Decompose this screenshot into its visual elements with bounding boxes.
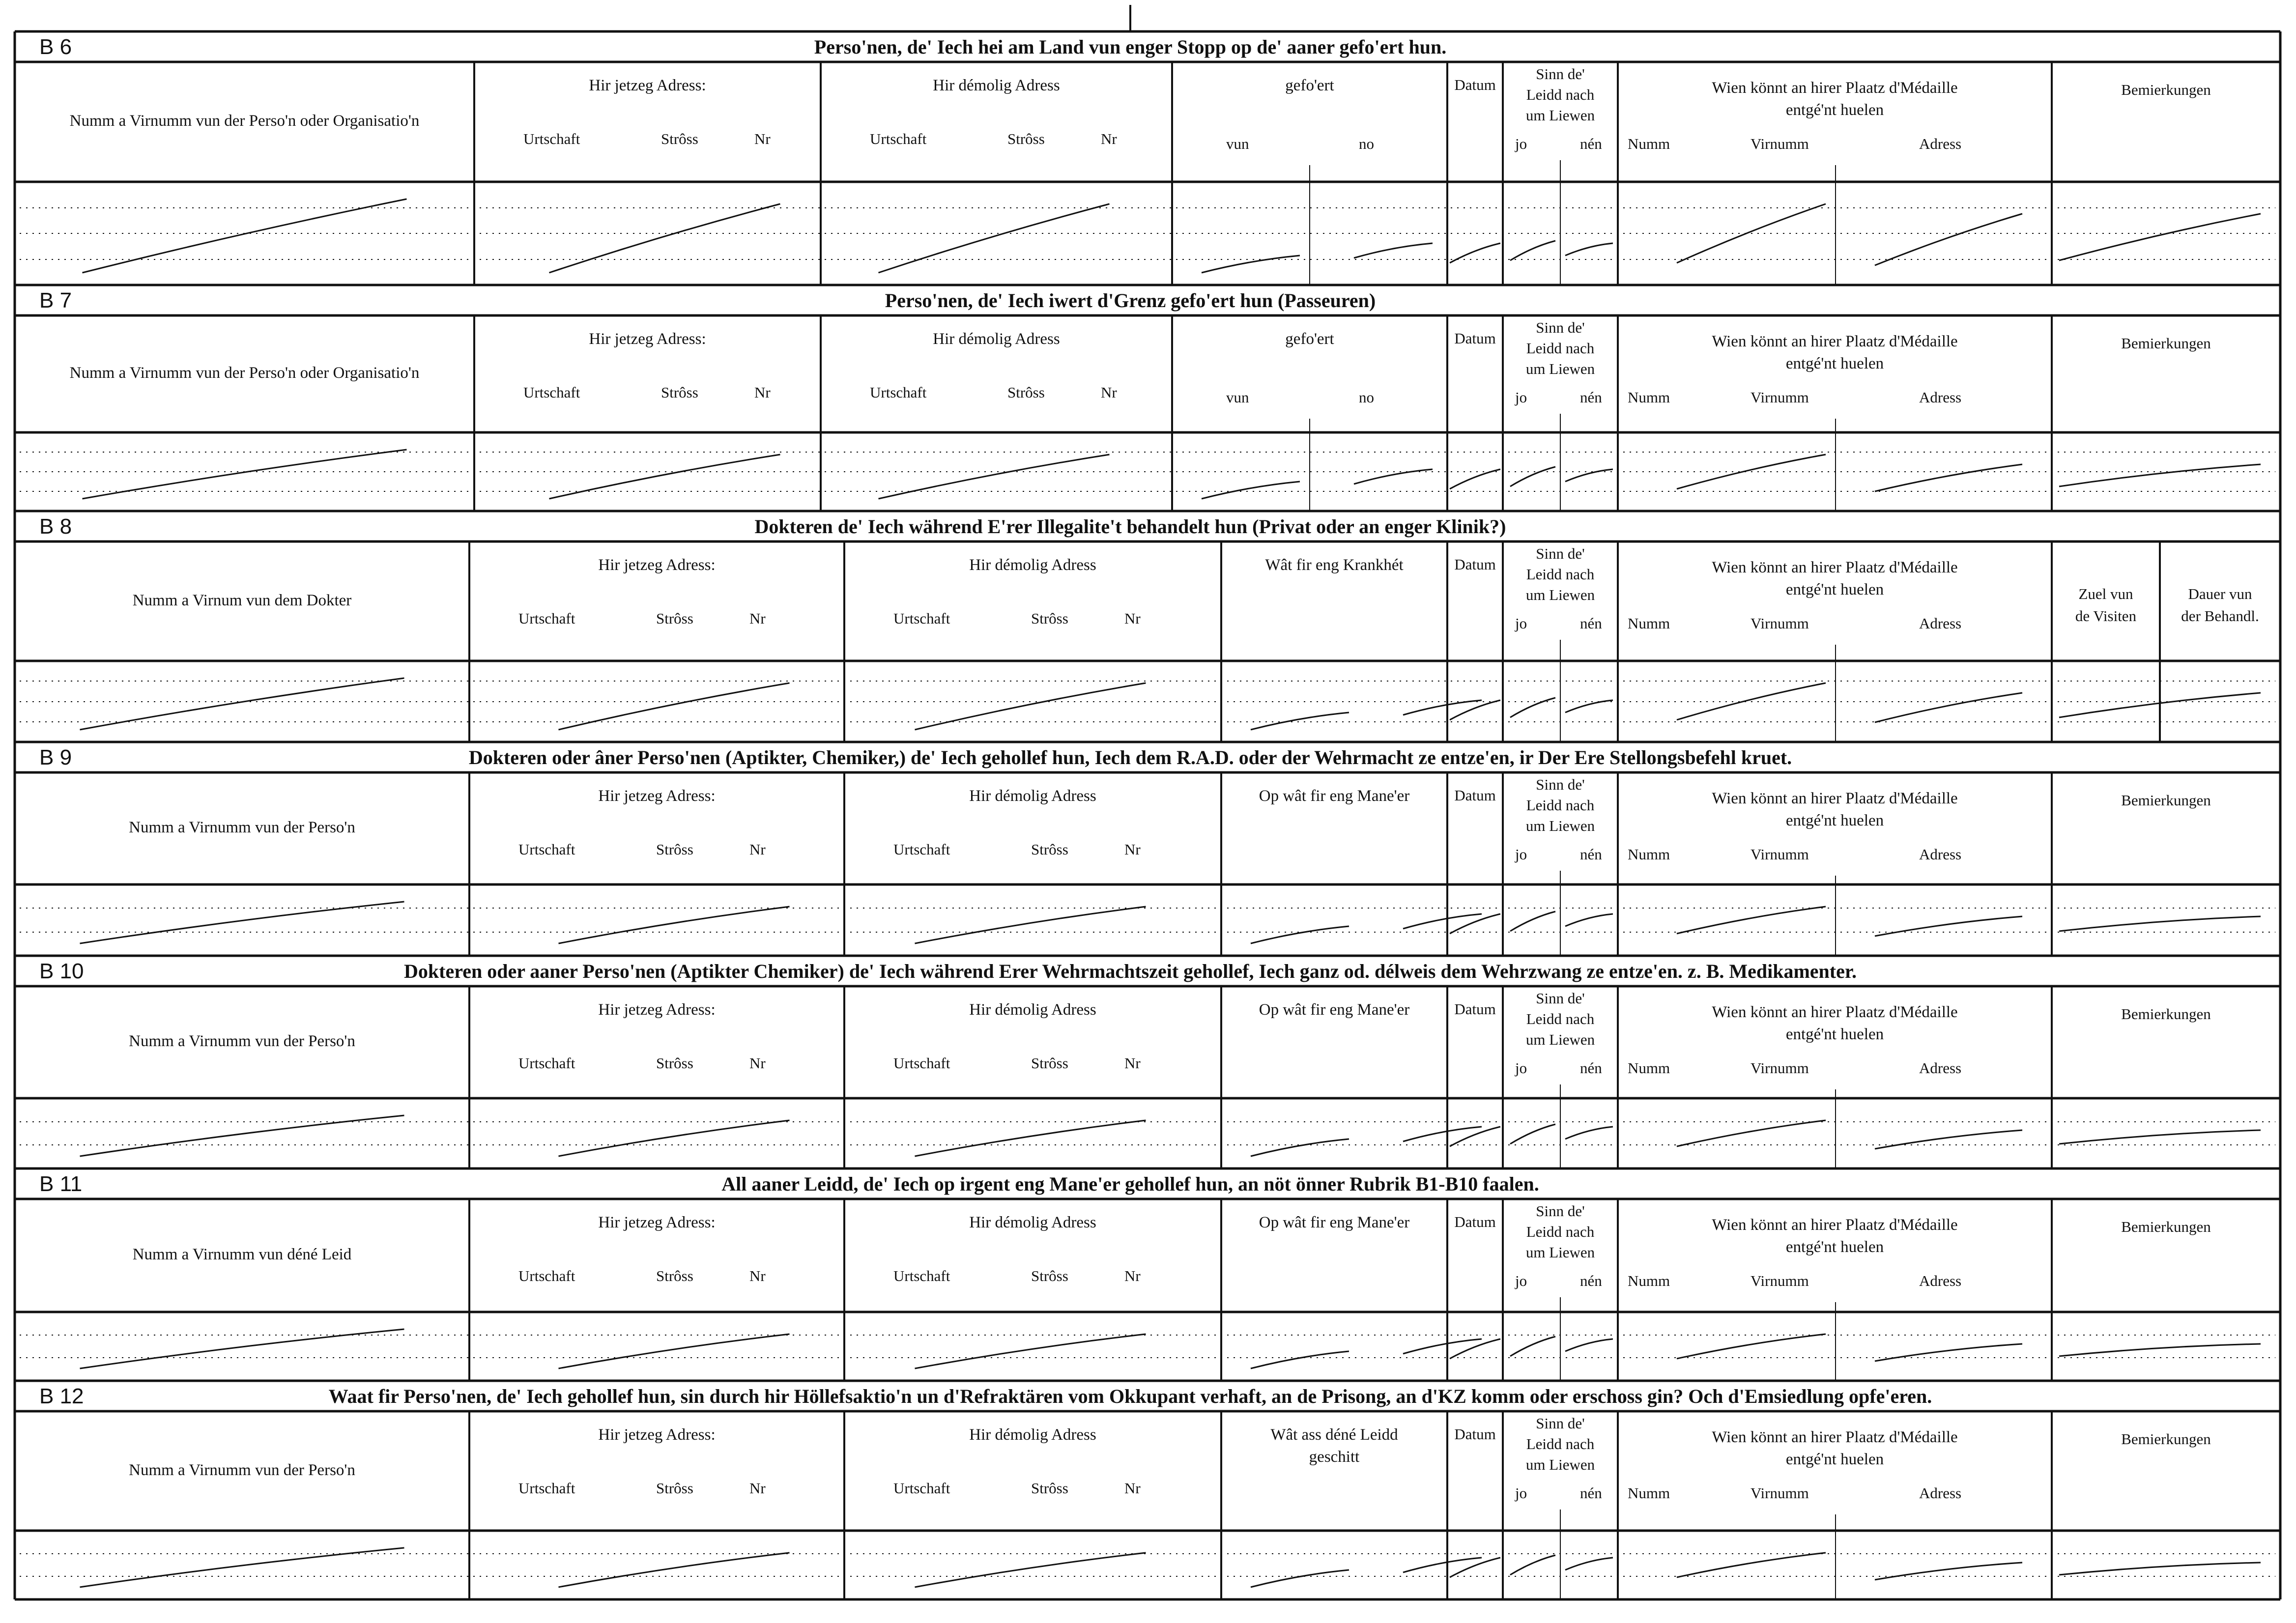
cancel-pen-stroke — [1875, 916, 2022, 936]
alive-header-3: um Liewen — [1525, 1456, 1595, 1473]
name-column-header: Numm a Virnumm vun déné Leid — [132, 1246, 352, 1263]
medal-name-subheader: Numm — [1628, 1059, 1670, 1077]
section-title: Dokteren oder âner Perso'nen (Aptikter, Chemiker,) de' Iech gehollef hun, Iech dem R.A.D. oder der Wehrmacht ze entze'en, ir Der Ere Stellongsbefehl kruet. — [468, 746, 1792, 769]
to-subheader: no — [1359, 389, 1374, 406]
street-subheader: Strôss — [1031, 1054, 1068, 1072]
medal-header-1: Wien könnt an hirer Plaatz d'Médaille — [1712, 1003, 1958, 1021]
cancel-pen-stroke — [559, 1334, 790, 1368]
cancel-pen-stroke — [1510, 1337, 1555, 1356]
medal-header-1: Wien könnt an hirer Plaatz d'Médaille — [1712, 1216, 1958, 1234]
current-address-header: Hir jetzeg Adress: — [589, 330, 706, 348]
medal-firstname-subheader: Virnumm — [1751, 1059, 1809, 1077]
extra-column-header: Op wât fir eng Mane'er — [1259, 1001, 1410, 1019]
cancel-pen-stroke — [879, 455, 1110, 499]
cancel-pen-stroke — [1510, 1555, 1555, 1575]
cancel-pen-stroke — [1354, 243, 1433, 258]
cancel-pen-stroke — [1510, 911, 1555, 931]
medal-header-1: Wien könnt an hirer Plaatz d'Médaille — [1712, 790, 1958, 807]
cancel-pen-stroke — [559, 907, 790, 943]
place-subheader: Urtschaft — [518, 841, 575, 858]
section-code: B 11 — [39, 1172, 83, 1196]
place-subheader: Urtschaft — [523, 384, 580, 401]
medal-header-2: entgé'nt huelen — [1785, 1238, 1884, 1256]
extra-column-header: Op wât fir eng Mane'er — [1259, 1214, 1410, 1231]
extra-column-header-2: geschitt — [1309, 1448, 1360, 1466]
number-subheader: Nr — [1101, 130, 1117, 147]
name-column-header: Numm a Virnumm vun der Perso'n — [129, 1032, 355, 1050]
cancel-pen-stroke — [1875, 1130, 2022, 1149]
section-code: B 7 — [39, 288, 72, 313]
cancel-pen-stroke — [559, 1553, 790, 1587]
alive-header-3: um Liewen — [1525, 817, 1595, 834]
medal-firstname-subheader: Virnumm — [1751, 135, 1809, 152]
remarks-header: Bemierkungen — [2121, 81, 2211, 98]
place-subheader: Urtschaft — [893, 1267, 950, 1284]
cancel-pen-stroke — [1202, 256, 1300, 273]
name-column-header: Numm a Virnumm vun der Perso'n oder Organisatio'n — [69, 364, 420, 382]
cancel-pen-stroke — [1565, 469, 1613, 482]
cancel-pen-stroke — [559, 683, 790, 730]
place-subheader: Urtschaft — [893, 610, 950, 627]
cancel-pen-stroke — [1677, 1120, 1826, 1146]
name-column-header: Numm a Virnumm vun der Perso'n — [129, 819, 355, 836]
alive-no-subheader: nén — [1580, 1484, 1602, 1502]
from-subheader: vun — [1226, 389, 1249, 406]
medal-name-subheader: Numm — [1628, 135, 1670, 152]
alive-no-subheader: nén — [1580, 1272, 1602, 1289]
alive-yes-subheader: jo — [1515, 1059, 1527, 1077]
extra-column-header: gefo'ert — [1285, 330, 1334, 348]
number-subheader: Nr — [749, 610, 766, 627]
cancel-pen-stroke — [1875, 464, 2022, 491]
duration-header-1: Dauer vun — [2188, 585, 2252, 602]
cancel-pen-stroke — [1875, 1563, 2022, 1580]
current-address-header: Hir jetzeg Adress: — [598, 556, 716, 574]
alive-no-subheader: nén — [1580, 846, 1602, 863]
medal-header-2: entgé'nt huelen — [1785, 581, 1884, 598]
cancel-pen-stroke — [1403, 914, 1482, 929]
street-subheader: Strôss — [656, 1480, 693, 1497]
street-subheader: Strôss — [656, 1267, 693, 1284]
cancel-pen-stroke — [915, 1553, 1146, 1587]
medal-address-subheader: Adress — [1919, 389, 1962, 406]
cancel-pen-stroke — [1565, 1339, 1613, 1351]
medal-header-2: entgé'nt huelen — [1785, 1025, 1884, 1043]
street-subheader: Strôss — [656, 610, 693, 627]
medal-firstname-subheader: Virnumm — [1751, 846, 1809, 863]
place-subheader: Urtschaft — [518, 1480, 575, 1497]
medal-address-subheader: Adress — [1919, 1059, 1962, 1077]
current-address-header: Hir jetzeg Adress: — [598, 1001, 716, 1019]
street-subheader: Strôss — [661, 384, 698, 401]
street-subheader: Strôss — [661, 130, 698, 147]
cancel-pen-stroke — [879, 204, 1110, 273]
place-subheader: Urtschaft — [523, 130, 580, 147]
previous-address-header: Hir démolig Adress — [969, 1001, 1096, 1019]
medal-header-2: entgé'nt huelen — [1785, 812, 1884, 829]
current-address-header: Hir jetzeg Adress: — [589, 77, 706, 94]
remarks-header: Bemierkungen — [2121, 792, 2211, 809]
medal-address-subheader: Adress — [1919, 615, 1962, 632]
alive-yes-subheader: jo — [1515, 1272, 1527, 1289]
cancel-pen-stroke — [1202, 482, 1300, 499]
cancel-pen-stroke — [83, 199, 407, 273]
section-title: Dokteren de' Iech während E'rer Illegalite't behandelt hun (Privat oder an enger Klinik?) — [754, 515, 1506, 538]
extra-column-header: Wât ass déné Leidd — [1270, 1426, 1398, 1444]
name-column-header: Numm a Virnum vun dem Dokter — [132, 591, 352, 609]
medal-firstname-subheader: Virnumm — [1751, 1272, 1809, 1289]
cancel-pen-stroke — [1510, 698, 1555, 717]
alive-header-2: Leidd nach — [1526, 340, 1595, 357]
section-title: Dokteren oder aaner Perso'nen (Aptikter Chemiker) de' Iech während Erer Wehrmachtszeit gehollef, Iech ganz od. délweis dem Wehrzwang ze entze'en. z. B. Medikamenter. — [404, 960, 1857, 982]
street-subheader: Strôss — [656, 1054, 693, 1072]
cancel-pen-stroke — [915, 1334, 1146, 1368]
alive-header-1: Sinn de' — [1536, 319, 1585, 336]
cancel-pen-stroke — [559, 1120, 790, 1156]
date-header: Datum — [1454, 556, 1496, 573]
alive-header-2: Leidd nach — [1526, 1435, 1595, 1452]
previous-address-header: Hir démolig Adress — [933, 77, 1060, 94]
place-subheader: Urtschaft — [893, 1480, 950, 1497]
section-code: B 9 — [39, 745, 72, 769]
number-subheader: Nr — [749, 1480, 766, 1497]
cancel-pen-stroke — [2059, 1130, 2261, 1144]
medal-header-2: entgé'nt huelen — [1785, 1451, 1884, 1468]
number-subheader: Nr — [1124, 1480, 1141, 1497]
alive-header-1: Sinn de' — [1536, 545, 1585, 562]
remarks-header: Bemierkungen — [2121, 1218, 2211, 1235]
current-address-header: Hir jetzeg Adress: — [598, 787, 716, 805]
visits-header-2: de Visiten — [2075, 607, 2137, 625]
medal-header-2: entgé'nt huelen — [1785, 355, 1884, 372]
date-header: Datum — [1454, 787, 1496, 804]
name-column-header: Numm a Virnumm vun der Perso'n — [129, 1461, 355, 1479]
alive-header-1: Sinn de' — [1536, 1202, 1585, 1220]
place-subheader: Urtschaft — [870, 384, 927, 401]
place-subheader: Urtschaft — [893, 1054, 950, 1072]
alive-yes-subheader: jo — [1515, 846, 1527, 863]
cancel-pen-stroke — [1251, 1351, 1349, 1368]
duration-header-2: der Behandl. — [2181, 607, 2259, 625]
previous-address-header: Hir démolig Adress — [969, 1426, 1096, 1444]
remarks-header: Bemierkungen — [2121, 335, 2211, 352]
cancel-pen-stroke — [549, 204, 780, 273]
date-header: Datum — [1454, 1425, 1496, 1443]
alive-no-subheader: nén — [1580, 1059, 1602, 1077]
medal-name-subheader: Numm — [1628, 389, 1670, 406]
cancel-pen-stroke — [2059, 214, 2261, 260]
alive-yes-subheader: jo — [1515, 1484, 1527, 1502]
cancel-pen-stroke — [549, 455, 780, 499]
from-subheader: vun — [1226, 135, 1249, 152]
medal-header-2: entgé'nt huelen — [1785, 101, 1884, 119]
street-subheader: Strôss — [1031, 841, 1068, 858]
cancel-pen-stroke — [2059, 1563, 2261, 1575]
cancel-pen-stroke — [1565, 1127, 1613, 1139]
cancel-pen-stroke — [1510, 241, 1555, 260]
medal-name-subheader: Numm — [1628, 846, 1670, 863]
cancel-pen-stroke — [1565, 243, 1613, 256]
number-subheader: Nr — [1124, 1267, 1141, 1284]
cancel-pen-stroke — [1875, 214, 2022, 265]
cancel-pen-stroke — [915, 683, 1146, 730]
alive-header-3: um Liewen — [1525, 107, 1595, 124]
cancel-pen-stroke — [1875, 1344, 2022, 1361]
street-subheader: Strôss — [1031, 1267, 1068, 1284]
street-subheader: Strôss — [1031, 1480, 1068, 1497]
cancel-pen-stroke — [1510, 467, 1555, 486]
extra-column-header: gefo'ert — [1285, 77, 1334, 94]
cancel-pen-stroke — [1403, 1127, 1482, 1141]
cancel-pen-stroke — [1403, 1558, 1482, 1572]
date-header: Datum — [1454, 1000, 1496, 1018]
medal-header-1: Wien könnt an hirer Plaatz d'Médaille — [1712, 79, 1958, 97]
cancel-pen-stroke — [2059, 1344, 2261, 1356]
previous-address-header: Hir démolig Adress — [933, 330, 1060, 348]
place-subheader: Urtschaft — [518, 1267, 575, 1284]
section-title: Waat fir Perso'nen, de' Iech gehollef hun, sin durch hir Höllefsaktio'n un d'Refraktären vom Okkupant verhaft, an de Prisong, an d'KZ komm oder erschoss gin? Och d'Emsiedlung opfe'eren. — [328, 1385, 1932, 1407]
street-subheader: Strôss — [656, 841, 693, 858]
medal-address-subheader: Adress — [1919, 1484, 1962, 1502]
number-subheader: Nr — [1124, 610, 1141, 627]
cancel-pen-stroke — [1677, 1334, 1826, 1359]
place-subheader: Urtschaft — [870, 130, 927, 147]
date-header: Datum — [1454, 330, 1496, 347]
extra-column-header: Op wât fir eng Mane'er — [1259, 787, 1410, 805]
cancel-pen-stroke — [1251, 1570, 1349, 1587]
cancel-pen-stroke — [1677, 1553, 1826, 1577]
medal-address-subheader: Adress — [1919, 135, 1962, 152]
cancel-pen-stroke — [1677, 907, 1826, 934]
alive-yes-subheader: jo — [1515, 389, 1527, 406]
previous-address-header: Hir démolig Adress — [969, 1214, 1096, 1231]
street-subheader: Strôss — [1007, 384, 1045, 401]
date-header: Datum — [1454, 76, 1496, 93]
medal-firstname-subheader: Virnumm — [1751, 1484, 1809, 1502]
section-code: B 8 — [39, 514, 72, 539]
cancel-pen-stroke — [1251, 712, 1349, 730]
place-subheader: Urtschaft — [893, 841, 950, 858]
alive-header-2: Leidd nach — [1526, 797, 1595, 814]
street-subheader: Strôss — [1031, 610, 1068, 627]
alive-header-2: Leidd nach — [1526, 86, 1595, 103]
cancel-pen-stroke — [1510, 1124, 1555, 1144]
date-header: Datum — [1454, 1213, 1496, 1230]
number-subheader: Nr — [749, 1267, 766, 1284]
cancel-pen-stroke — [1403, 700, 1482, 715]
number-subheader: Nr — [749, 1054, 766, 1072]
number-subheader: Nr — [754, 384, 771, 401]
alive-header-2: Leidd nach — [1526, 1010, 1595, 1027]
cancel-pen-stroke — [2059, 916, 2261, 931]
current-address-header: Hir jetzeg Adress: — [598, 1426, 716, 1444]
alive-header-1: Sinn de' — [1536, 65, 1585, 83]
alive-header-2: Leidd nach — [1526, 1223, 1595, 1240]
street-subheader: Strôss — [1007, 130, 1045, 147]
number-subheader: Nr — [1101, 384, 1117, 401]
remarks-header: Bemierkungen — [2121, 1430, 2211, 1448]
alive-header-2: Leidd nach — [1526, 566, 1595, 583]
alive-header-3: um Liewen — [1525, 1031, 1595, 1048]
alive-header-3: um Liewen — [1525, 586, 1595, 603]
section-title: Perso'nen, de' Iech hei am Land vun enger Stopp op de' aaner gefo'ert hun. — [814, 36, 1447, 58]
number-subheader: Nr — [1124, 1054, 1141, 1072]
section-code: B 10 — [39, 959, 84, 983]
alive-yes-subheader: jo — [1515, 615, 1527, 632]
section-code: B 6 — [39, 35, 72, 59]
medal-firstname-subheader: Virnumm — [1751, 615, 1809, 632]
alive-header-1: Sinn de' — [1536, 990, 1585, 1007]
cancel-pen-stroke — [2059, 464, 2261, 486]
medal-address-subheader: Adress — [1919, 846, 1962, 863]
medal-header-1: Wien könnt an hirer Plaatz d'Médaille — [1712, 333, 1958, 350]
alive-header-3: um Liewen — [1525, 360, 1595, 377]
cancel-pen-stroke — [1403, 1339, 1482, 1354]
name-column-header: Numm a Virnumm vun der Perso'n oder Organisatio'n — [69, 112, 420, 130]
medal-name-subheader: Numm — [1628, 1272, 1670, 1289]
cancel-pen-stroke — [1565, 914, 1613, 926]
cancel-pen-stroke — [1251, 1139, 1349, 1156]
extra-column-header: Wât fir eng Krankhét — [1265, 556, 1404, 574]
section-title: Perso'nen, de' Iech iwert d'Grenz gefo'ert hun (Passeuren) — [885, 289, 1376, 312]
number-subheader: Nr — [749, 841, 766, 858]
place-subheader: Urtschaft — [518, 1054, 575, 1072]
cancel-pen-stroke — [1875, 693, 2022, 722]
cancel-pen-stroke — [1565, 1558, 1613, 1570]
section-title: All aaner Leidd, de' Iech op irgent eng Mane'er gehollef hun, an nöt önner Rubrik B1-B10 faalen. — [721, 1173, 1539, 1195]
cancel-pen-stroke — [915, 1120, 1146, 1156]
section-code: B 12 — [39, 1384, 84, 1408]
medal-name-subheader: Numm — [1628, 1484, 1670, 1502]
current-address-header: Hir jetzeg Adress: — [598, 1214, 716, 1231]
alive-no-subheader: nén — [1580, 615, 1602, 632]
medal-address-subheader: Adress — [1919, 1272, 1962, 1289]
to-subheader: no — [1359, 135, 1374, 152]
remarks-header: Bemierkungen — [2121, 1005, 2211, 1023]
visits-header-1: Zuel vun — [2078, 585, 2133, 602]
number-subheader: Nr — [754, 130, 771, 147]
place-subheader: Urtschaft — [518, 610, 575, 627]
medal-header-1: Wien könnt an hirer Plaatz d'Médaille — [1712, 559, 1958, 576]
cancel-pen-stroke — [1251, 926, 1349, 943]
alive-no-subheader: nén — [1580, 135, 1602, 152]
medal-firstname-subheader: Virnumm — [1751, 389, 1809, 406]
alive-header-1: Sinn de' — [1536, 776, 1585, 793]
alive-no-subheader: nén — [1580, 389, 1602, 406]
medal-name-subheader: Numm — [1628, 615, 1670, 632]
medal-header-1: Wien könnt an hirer Plaatz d'Médaille — [1712, 1428, 1958, 1446]
alive-header-3: um Liewen — [1525, 1244, 1595, 1261]
number-subheader: Nr — [1124, 841, 1141, 858]
cancel-pen-stroke — [915, 907, 1146, 943]
previous-address-header: Hir démolig Adress — [969, 556, 1096, 574]
previous-address-header: Hir démolig Adress — [969, 787, 1096, 805]
alive-yes-subheader: jo — [1515, 135, 1527, 152]
alive-header-1: Sinn de' — [1536, 1415, 1585, 1432]
